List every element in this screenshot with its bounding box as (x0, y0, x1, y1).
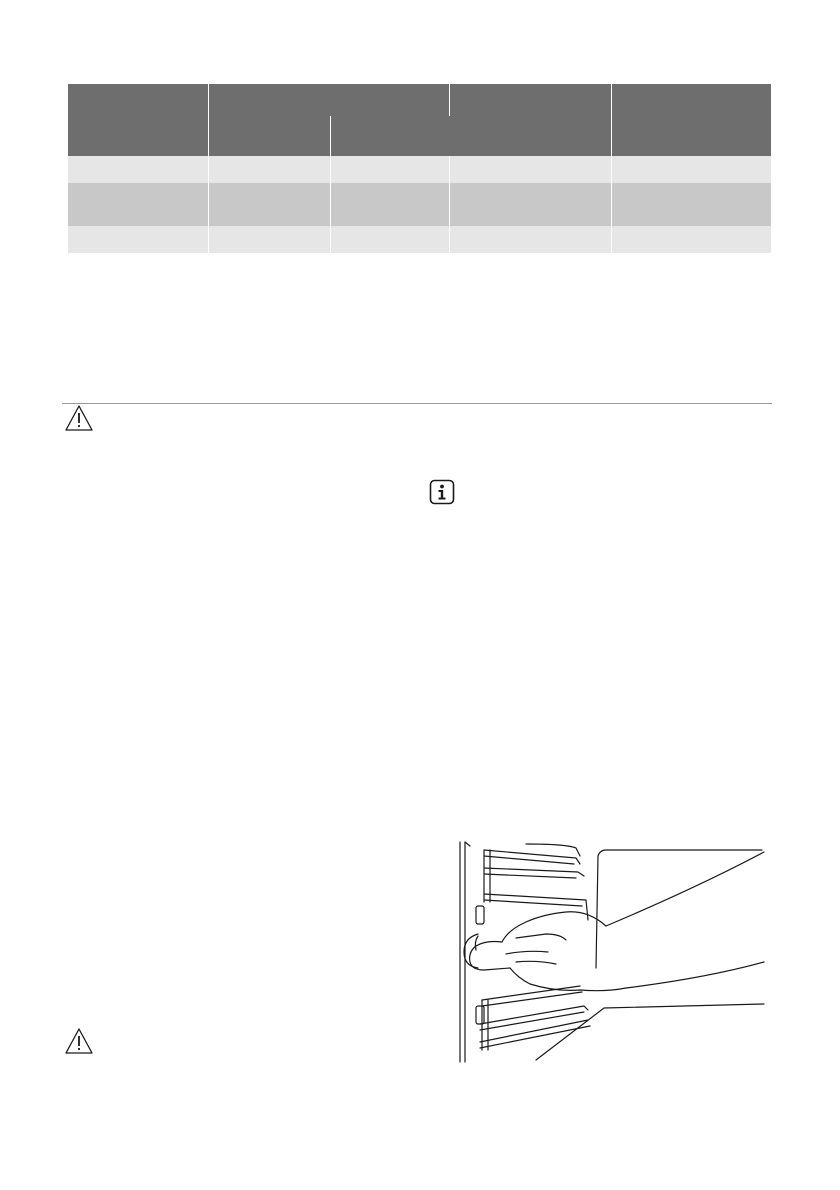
table-cell (611, 226, 771, 253)
table-header-row (68, 84, 771, 116)
table-cell (611, 183, 771, 226)
table-cell (68, 183, 208, 226)
table-cell (208, 183, 330, 226)
table-cell (449, 156, 611, 183)
table-cell (208, 156, 330, 183)
table-row (68, 156, 771, 183)
warning-triangle-icon (64, 404, 94, 432)
table-cell (449, 226, 611, 253)
info-box-icon (429, 479, 455, 505)
table-cell (68, 156, 208, 183)
spec-table (68, 84, 771, 253)
table-cell (330, 226, 449, 253)
header-cell-4 (611, 84, 771, 156)
table-cell (330, 156, 449, 183)
hand-removing-shelf-support-illustration (456, 838, 768, 1066)
subheader-cell-b (330, 116, 449, 156)
warning-triangle-icon (64, 1027, 94, 1055)
table-cell (68, 226, 208, 253)
table-cell (208, 226, 330, 253)
header-cell-1 (68, 84, 208, 156)
header-cell-2-group (208, 84, 449, 116)
table-cell (611, 156, 771, 183)
table-row (68, 226, 771, 253)
table-cell (449, 183, 611, 226)
header-cell-3 (449, 84, 611, 156)
section-divider (62, 403, 772, 404)
table-cell (330, 183, 449, 226)
table-row (68, 183, 771, 226)
subheader-cell-a (208, 116, 330, 156)
